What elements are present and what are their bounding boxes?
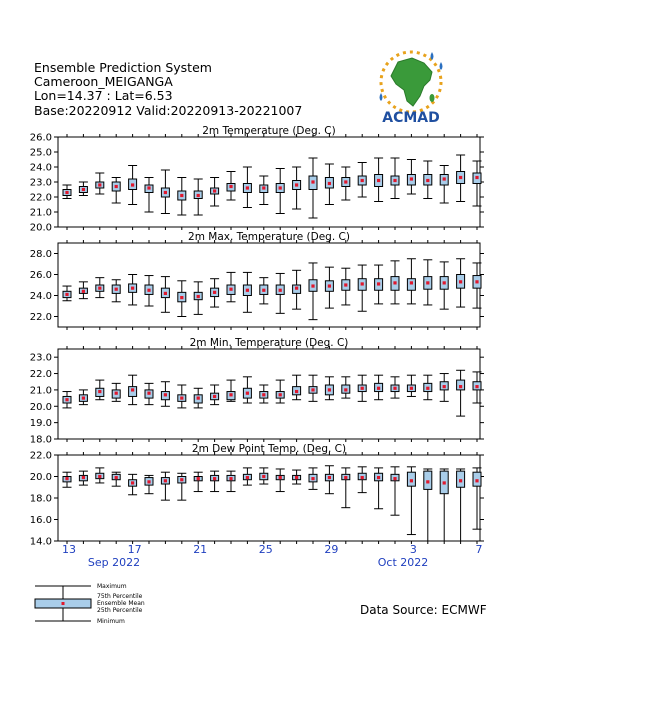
box-day-20: [177, 281, 186, 317]
panel-dewpoint: [30, 443, 484, 548]
box-day-21: [194, 388, 203, 408]
mean-marker: [426, 179, 429, 182]
mean-marker: [180, 296, 183, 299]
mean-marker: [262, 289, 265, 292]
box-day-25: [259, 176, 268, 205]
box-day-4: [423, 375, 432, 400]
box-day-1: [374, 375, 383, 400]
box-day-28: [309, 158, 318, 218]
legend: [35, 583, 145, 625]
box-day-17: [128, 375, 137, 404]
box-day-15: [95, 380, 104, 400]
box-day-26: [276, 273, 285, 313]
mean-marker: [213, 189, 216, 192]
mean-marker: [410, 479, 413, 482]
mean-marker: [229, 288, 232, 291]
y-tick-label: 18.0: [29, 434, 52, 446]
y-tick-label: 26.0: [29, 270, 52, 281]
mean-marker: [328, 476, 331, 479]
panel-frame: [58, 349, 480, 439]
box-day-17: [128, 474, 137, 494]
box-day-2: [391, 467, 400, 515]
box-day-29: [325, 267, 334, 308]
y-tick-label: 23.0: [29, 352, 52, 364]
mean-marker: [344, 388, 347, 391]
iqr-box: [129, 387, 137, 397]
y-tick-label: 21.0: [29, 385, 52, 397]
box-day-3: [407, 259, 416, 304]
panel-title: 2m Max. Temperature (Deg. C): [188, 231, 350, 243]
box-day-19: [161, 277, 170, 313]
box-day-16: [112, 178, 121, 204]
mean-marker: [279, 289, 282, 292]
box-day-20: [177, 178, 186, 216]
mean-marker: [295, 183, 298, 186]
mean-marker: [410, 387, 413, 390]
box-day-13: [63, 286, 72, 301]
mean-marker: [246, 289, 249, 292]
iqr-box: [473, 472, 481, 486]
mean-marker: [115, 392, 118, 395]
chart-panels: [30, 125, 484, 548]
box-day-4: [423, 469, 432, 541]
y-tick-label: 20.0: [29, 401, 52, 413]
mean-marker: [262, 186, 265, 189]
mean-marker: [443, 281, 446, 284]
mean-marker: [410, 177, 413, 180]
mean-marker: [82, 476, 85, 479]
mean-marker: [443, 481, 446, 484]
box-day-24: [243, 272, 252, 312]
mean-marker: [475, 479, 478, 482]
mean-marker: [180, 478, 183, 481]
acmad-logo-text: ACMAD: [382, 110, 440, 126]
mean-marker: [475, 280, 478, 283]
box-day-5: [440, 166, 449, 204]
box-day-16: [112, 383, 121, 401]
mean-marker: [393, 477, 396, 480]
mean-marker: [311, 284, 314, 287]
box-day-3: [407, 375, 416, 396]
mean-marker: [262, 393, 265, 396]
box-day-4: [423, 161, 432, 199]
box-day-13: [63, 392, 72, 408]
y-tick-label: 21.0: [29, 207, 52, 219]
y-tick-label: 28.0: [29, 249, 52, 260]
legend-minimum: Minimum: [97, 618, 125, 625]
mean-marker: [98, 475, 101, 478]
mean-marker: [393, 281, 396, 284]
box-day-4: [423, 260, 432, 305]
panel-temp: [30, 125, 484, 234]
box-day-30: [341, 468, 350, 508]
mean-marker: [147, 480, 150, 483]
x-tick-label: 21: [193, 543, 208, 556]
box-day-2: [391, 158, 400, 199]
box-day-5: [440, 374, 449, 402]
mean-marker: [147, 186, 150, 189]
mean-marker: [279, 476, 282, 479]
africa-map-sun-logo: [380, 52, 443, 112]
y-tick-label: 24.0: [29, 162, 52, 174]
mean-marker: [295, 390, 298, 393]
box-day-26: [276, 169, 285, 214]
mean-marker: [377, 282, 380, 285]
mean-marker: [475, 176, 478, 179]
mean-marker: [229, 393, 232, 396]
mean-marker: [213, 395, 216, 398]
x-tick-label: 13: [62, 543, 76, 556]
x-month-label-oct: Oct 2022: [377, 556, 429, 569]
box-day-25: [259, 468, 268, 484]
box-day-21: [194, 472, 203, 491]
box-day-31: [358, 375, 367, 401]
mean-marker: [426, 281, 429, 284]
box-day-20: [177, 473, 186, 500]
y-tick-label: 25.0: [29, 147, 52, 159]
box-day-29: [325, 466, 334, 494]
box-day-30: [341, 167, 350, 200]
panel-title: 2m Temperature (Deg. C): [202, 125, 336, 137]
box-day-14: [79, 282, 88, 299]
mean-marker: [229, 477, 232, 480]
x-tick-label: 3: [409, 543, 417, 556]
mean-marker: [328, 388, 331, 391]
legend-mean: Ensemble Mean: [97, 600, 145, 607]
box-day-25: [259, 385, 268, 403]
box-day-18: [145, 383, 154, 404]
box-day-6: [456, 469, 465, 541]
box-day-13: [63, 185, 72, 199]
mean-marker: [197, 477, 200, 480]
mean-marker: [65, 293, 68, 296]
legend-maximum: Maximum: [97, 583, 127, 590]
box-day-31: [358, 163, 367, 198]
panel-frame: [58, 455, 480, 541]
mean-marker: [164, 292, 167, 295]
mean-marker: [459, 280, 462, 283]
mean-marker: [328, 182, 331, 185]
mean-marker: [65, 398, 68, 401]
box-day-6: [456, 259, 465, 307]
mean-marker: [147, 392, 150, 395]
x-axis-labels: [62, 543, 483, 556]
y-tick-label: 20.0: [29, 222, 52, 234]
box-day-28: [309, 263, 318, 320]
mean-marker: [328, 284, 331, 287]
mean-marker: [115, 288, 118, 291]
mean-marker: [459, 385, 462, 388]
mean-marker: [410, 281, 413, 284]
box-day-30: [341, 377, 350, 398]
box-day-14: [79, 390, 88, 405]
y-tick-label: 22.0: [29, 450, 52, 462]
mean-marker: [229, 185, 232, 188]
acmad-logo: [380, 52, 443, 126]
mean-marker: [98, 183, 101, 186]
y-tick-label: 23.0: [29, 177, 52, 189]
mean-marker: [361, 476, 364, 479]
mean-marker: [197, 194, 200, 197]
mean-marker: [65, 191, 68, 194]
mean-marker: [246, 392, 249, 395]
header-line-coords: Lon=14.37 : Lat=6.53: [34, 88, 173, 103]
mean-marker: [393, 179, 396, 182]
header-line-system: Ensemble Prediction System: [34, 60, 212, 75]
iqr-box: [457, 471, 465, 487]
mean-marker: [295, 287, 298, 290]
mean-marker: [311, 180, 314, 183]
box-day-1: [374, 158, 383, 202]
box-day-24: [243, 468, 252, 485]
box-day-23: [227, 471, 236, 491]
box-day-19: [161, 170, 170, 214]
panel-max-temp: [30, 231, 484, 330]
mean-marker: [262, 475, 265, 478]
y-tick-label: 20.0: [29, 472, 52, 483]
y-tick-label: 22.0: [29, 312, 52, 323]
panel-title: 2m Dew Point Temp. (Deg. C): [191, 443, 347, 455]
box-day-19: [161, 382, 170, 407]
box-day-27: [292, 270, 301, 309]
mean-marker: [246, 186, 249, 189]
mean-marker: [361, 282, 364, 285]
box-day-22: [210, 178, 219, 207]
mean-marker: [82, 290, 85, 293]
box-day-18: [145, 276, 154, 306]
y-tick-label: 24.0: [29, 291, 52, 302]
iqr-box: [424, 471, 432, 489]
mean-marker: [443, 177, 446, 180]
header-line-station: Cameroon_MEIGANGA: [34, 74, 173, 89]
box-day-3: [407, 467, 416, 535]
y-tick-label: 22.0: [29, 369, 52, 381]
box-day-28: [309, 375, 318, 401]
box-day-24: [243, 377, 252, 403]
box-day-13: [63, 472, 72, 487]
data-source-label: Data Source: ECMWF: [360, 603, 487, 617]
box-day-1: [374, 468, 383, 509]
mean-marker: [213, 477, 216, 480]
y-tick-label: 19.0: [29, 418, 52, 430]
mean-marker: [65, 477, 68, 480]
box-day-29: [325, 164, 334, 205]
mean-marker: [426, 387, 429, 390]
box-day-1: [374, 265, 383, 304]
iqr-box: [407, 472, 415, 486]
box-day-20: [177, 385, 186, 408]
box-day-22: [210, 279, 219, 307]
mean-marker: [475, 385, 478, 388]
mean-marker: [180, 396, 183, 399]
box-day-21: [194, 179, 203, 215]
x-tick-label: 29: [324, 543, 339, 556]
mean-marker: [164, 393, 167, 396]
box-day-2: [391, 261, 400, 304]
mean-marker: [377, 476, 380, 479]
panel-frame: [58, 137, 480, 227]
mean-marker: [197, 295, 200, 298]
y-tick-label: 14.0: [29, 536, 52, 548]
box-day-26: [276, 469, 285, 492]
mean-marker: [295, 476, 298, 479]
box-day-31: [358, 467, 367, 493]
box-day-28: [309, 468, 318, 490]
box-day-17: [128, 275, 137, 305]
mean-marker: [180, 194, 183, 197]
box-day-15: [95, 173, 104, 194]
panel-min-temp: [30, 337, 484, 446]
x-tick-label: 25: [258, 543, 273, 556]
mean-marker: [279, 393, 282, 396]
box-day-27: [292, 375, 301, 400]
header-line-dates: Base:20220912 Valid:20220913-20221007: [34, 103, 303, 118]
box-day-6: [456, 155, 465, 202]
box-day-16: [112, 280, 121, 302]
box-day-15: [95, 468, 104, 483]
mean-marker: [131, 481, 134, 484]
mean-marker: [361, 179, 364, 182]
box-day-27: [292, 167, 301, 209]
x-tick-label: 17: [127, 543, 142, 556]
iqr-box: [457, 380, 465, 390]
mean-marker: [344, 283, 347, 286]
x-tick-label: 7: [475, 543, 483, 556]
mean-marker: [131, 287, 134, 290]
mean-marker: [279, 186, 282, 189]
box-day-3: [407, 160, 416, 195]
mean-marker: [147, 289, 150, 292]
box-day-23: [227, 172, 236, 201]
mean-marker: [361, 387, 364, 390]
mean-marker: [459, 176, 462, 179]
mean-marker: [393, 387, 396, 390]
y-tick-label: 22.0: [29, 192, 52, 204]
mean-marker: [164, 191, 167, 194]
mean-marker: [82, 188, 85, 191]
mean-marker: [197, 396, 200, 399]
mean-marker: [246, 476, 249, 479]
box-day-17: [128, 166, 137, 205]
mean-marker: [98, 287, 101, 290]
y-tick-label: 18.0: [29, 493, 52, 505]
legend-p25: 25th Percentile: [97, 607, 143, 614]
mean-marker: [311, 388, 314, 391]
mean-marker: [131, 183, 134, 186]
mean-marker: [82, 396, 85, 399]
mean-marker: [344, 180, 347, 183]
box-day-29: [325, 377, 334, 400]
mean-marker: [115, 185, 118, 188]
panel-frame: [58, 243, 480, 327]
box-day-14: [79, 471, 88, 485]
mean-marker: [311, 477, 314, 480]
box-day-15: [95, 278, 104, 298]
box-day-31: [358, 265, 367, 311]
box-day-6: [456, 370, 465, 416]
mean-marker: [213, 291, 216, 294]
mean-marker: [377, 387, 380, 390]
panel-title: 2m Min. Temperature (Deg. C): [189, 337, 349, 349]
box-day-22: [210, 385, 219, 405]
box-day-5: [440, 469, 449, 541]
box-day-14: [79, 182, 88, 196]
box-day-23: [227, 272, 236, 301]
box-day-26: [276, 380, 285, 403]
mean-marker: [443, 385, 446, 388]
mean-marker: [377, 179, 380, 182]
legend-p75: 75th Percentile: [97, 593, 143, 600]
box-day-18: [145, 178, 154, 213]
y-tick-label: 16.0: [29, 515, 52, 526]
box-day-22: [210, 471, 219, 491]
box-day-18: [145, 475, 154, 493]
box-day-19: [161, 472, 170, 500]
mean-marker: [115, 476, 118, 479]
mean-marker: [164, 479, 167, 482]
box-day-25: [259, 278, 268, 304]
mean-marker: [459, 479, 462, 482]
box-day-21: [194, 282, 203, 315]
mean-marker: [98, 390, 101, 393]
box-day-2: [391, 377, 400, 398]
box-day-16: [112, 472, 121, 486]
y-tick-label: 26.0: [29, 132, 52, 144]
x-month-label-sep: Sep 2022: [87, 556, 141, 569]
mean-marker: [426, 480, 429, 483]
mean-marker: [344, 476, 347, 479]
box-day-27: [292, 470, 301, 484]
mean-marker: [131, 388, 134, 391]
box-day-30: [341, 268, 350, 305]
box-day-23: [227, 380, 236, 401]
box-day-5: [440, 262, 449, 309]
box-day-24: [243, 167, 252, 208]
